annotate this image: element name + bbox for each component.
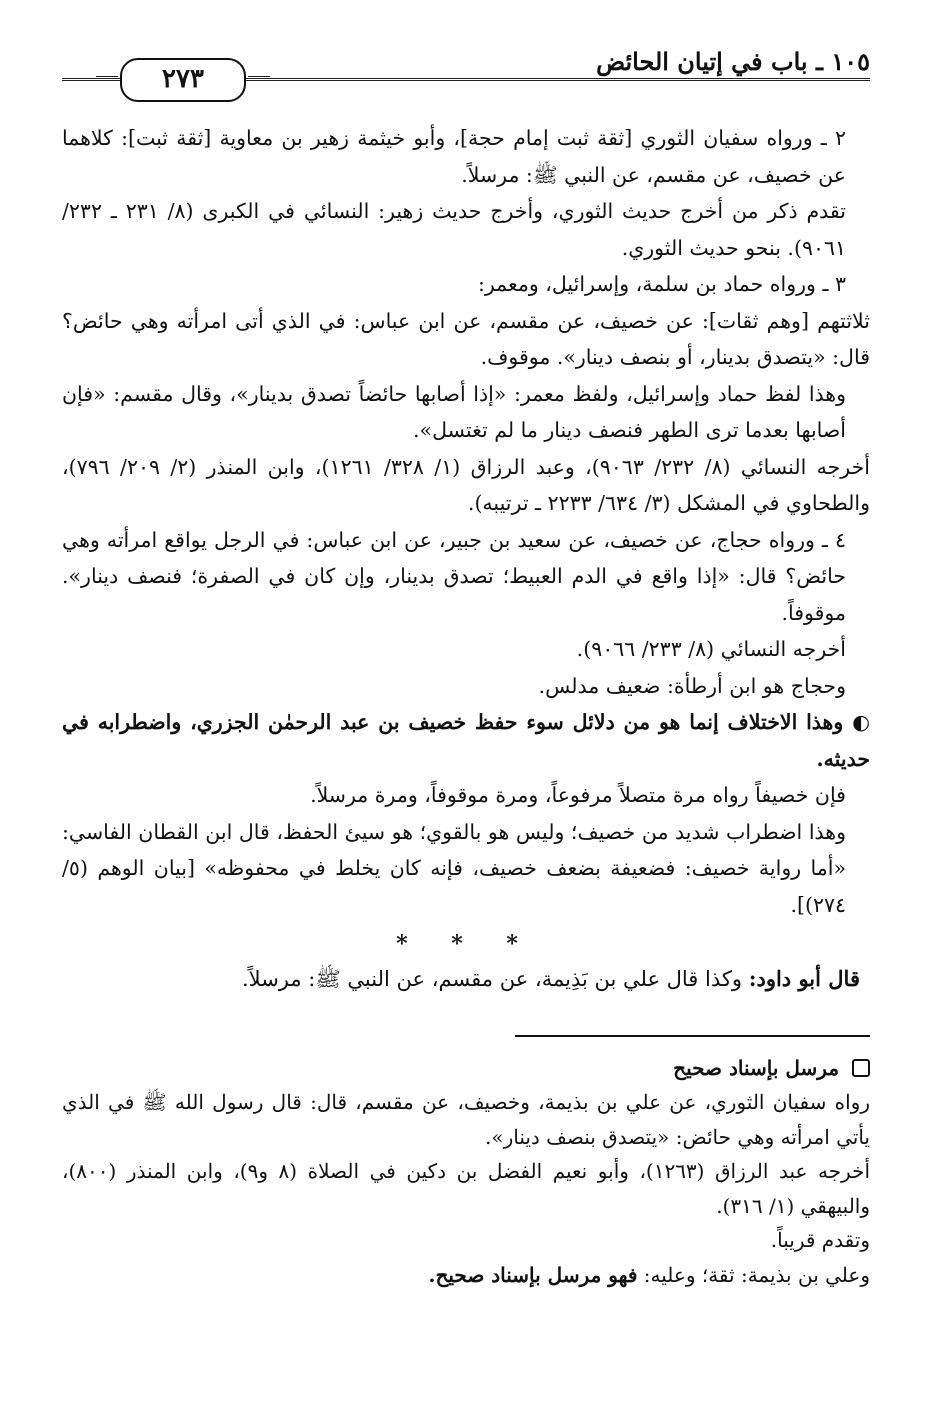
paragraph-bold: ◐ وهذا الاختلاف إنما هو من دلائل سوء حفظ خصيف بن عبد الرحمٰن الجزري، واضطرابه في حديثه. — [62, 710, 870, 771]
paragraph: ٣ ـ ورواه حماد بن سلمة، وإسرائيل، ومعمر: — [477, 272, 846, 296]
footnotes — [62, 1051, 870, 1292]
paragraph: ٢ ـ ورواه سفيان الثوري [ثقة ثبت إمام حجة]، وأبو خيثمة زهير بن معاوية [ثقة ثبت]: كلاهما عن خصيف، عن مقسم، عن النبي ﷺ: مرسلاً. — [62, 126, 846, 187]
paragraph: وهذا اضطراب شديد من خصيف؛ وليس هو بالقوي؛ هو سيئ الحفظ، قال ابن القطان الفاسي: «أما رواية خصيف: فضعيفة بضعف خصيف، فإنه كان يخلط في محفوظه» [بيان الوهم (٥/ ٢٧٤)]. — [62, 819, 846, 917]
abu-dawud-label: قال أبو داود: — [748, 966, 860, 991]
abu-dawud-text: وكذا قال علي بن بَذِيمة، عن مقسم، عن النبي ﷺ: مرسلاً. — [241, 967, 743, 991]
main-text — [62, 120, 870, 997]
page-number: ٢٧٣ — [120, 58, 246, 102]
paragraph: ٤ ـ ورواه حجاج، عن خصيف، عن سعيد بن جبير، عن ابن عباس: في الرجل يواقع امرأته وهي حائض؟ قال: «إذا واقع في الدم العبيط؛ تصدق بدينار، وإن كان في الصفرة؛ فنصف دينار». موقوفاً. — [62, 527, 846, 625]
book-page — [62, 44, 870, 1381]
paragraph: أخرجه النسائي (٨/ ٢٣٣/ ٩٠٦٦). — [576, 637, 846, 661]
footnote-rule — [515, 1035, 870, 1037]
paragraph: وهذا لفظ حماد وإسرائيل، ولفظ معمر: «إذا أصابها حائضاً تصدق بدينار»، وقال مقسم: «فإن أصابها بعدما ترى الطهر فنصف دينار ما لم تغتسل». — [62, 381, 846, 442]
chapter-title: ١٠٥ ـ باب في إتيان الحائض — [596, 47, 870, 76]
paragraph: أخرجه النسائي (٨/ ٢٣٢/ ٩٠٦٣)، وعبد الرزاق (١/ ٣٢٨/ ١٢٦١)، وابن المنذر (٢/ ٢٠٩/ ٧٩٦)، والطحاوي في المشكل (٣/ ٦٣٤/ ٢٢٣٣ ـ ترتيبه). — [62, 454, 870, 515]
footnote-paragraph — [62, 1258, 870, 1293]
section-separator: * * * — [396, 931, 536, 957]
footnote-heading — [62, 1051, 870, 1085]
footnote-paragraph: أخرجه عبد الرزاق (١٢٦٣)، وأبو نعيم الفضل بن دكين في الصلاة (٨ و٩)، وابن المنذر (٨٠٠)، والبيهقي (١/ ٣١٦). — [62, 1159, 871, 1218]
paragraph: ثلاثتهم [وهم ثقات]: عن خصيف، عن مقسم، عن ابن عباس: في الذي أتى امرأته وهي حائض؟ قال: «يتصدق بدينار، أو بنصف دينار». موقوف. — [62, 308, 870, 369]
footnote-text: وعلي بن بذيمة: ثقة؛ وعليه: — [643, 1262, 870, 1287]
page-header — [62, 44, 870, 98]
footnote-paragraph: رواه سفيان الثوري، عن علي بن بذيمة، وخصيف، عن مقسم، قال: قال رسول الله ﷺ في الذي يأتي امرأته وهي حائض: «يتصدق بنصف دينار». — [62, 1090, 870, 1149]
footnote-paragraph: وتقدم قريباً. — [770, 1228, 870, 1252]
paragraph: فإن خصيفاً رواه مرة متصلاً مرفوعاً، ومرة موقوفاً، ومرة مرسلاً. — [310, 783, 846, 807]
book-icon — [852, 1059, 870, 1077]
abu-dawud-statement — [62, 961, 870, 997]
footnote-verdict: فهو مرسل بإسناد صحيح. — [428, 1262, 638, 1287]
paragraph: وحجاج هو ابن أرطأة: ضعيف مدلس. — [538, 673, 846, 698]
paragraph: تقدم ذكر من أخرج حديث الثوري، وأخرج حديث زهير: النسائي في الكبرى (٨/ ٢٣١ ـ ٢٣٢/ ٩٠٦١). بنحو حديث الثوري. — [62, 199, 846, 260]
footnote-heading-text: مرسل بإسناد صحيح — [673, 1056, 840, 1080]
